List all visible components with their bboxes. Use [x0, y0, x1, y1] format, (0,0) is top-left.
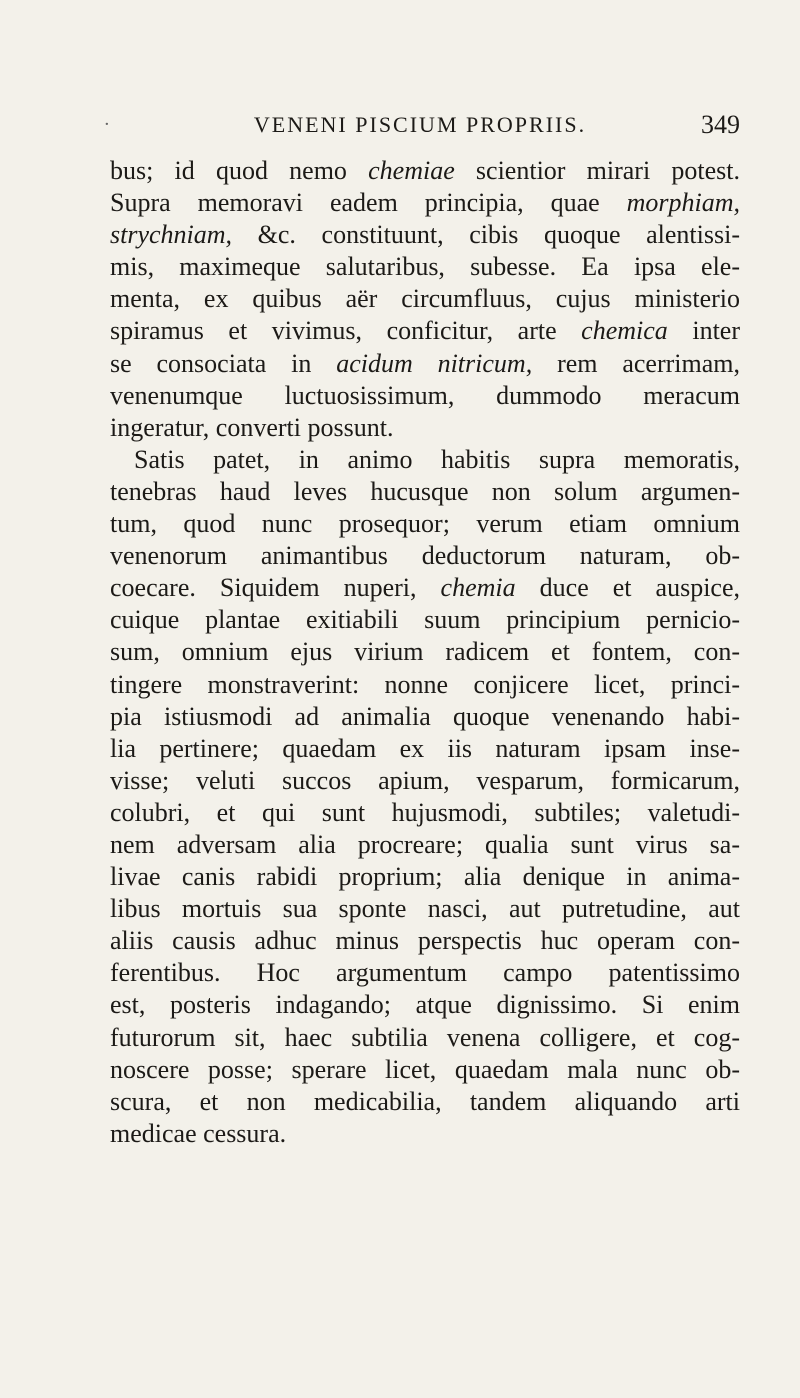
text-segment: ferentibus. Hoc argumentum campo patentissimo — [110, 958, 740, 988]
text-segment: se consociata in — [110, 348, 337, 378]
text-segment: ingeratur, converti possunt. — [110, 412, 394, 442]
text-line — [110, 669, 740, 701]
text-segment: scura, et non medicabilia, tandem aliquando arti — [110, 1086, 740, 1116]
text-line — [110, 508, 740, 540]
text-segment: menta, ex quibus aër circumfluus, cujus ministerio — [110, 284, 740, 314]
text-line — [110, 380, 740, 412]
text-segment: Supra memoravi eadem principia, quae — [110, 188, 627, 218]
text-segment: bus; id quod nemo — [110, 156, 369, 185]
italic-term: chemica — [581, 316, 668, 346]
text-segment: venenumque luctuosissimum, dummodo meracum — [110, 380, 740, 410]
text-line — [110, 636, 740, 668]
page-number: 349 — [701, 110, 740, 139]
text-segment: venenorum animantibus deductorum naturam, ob- — [110, 541, 740, 571]
text-segment: coecare. Siquidem nuperi, — [110, 573, 441, 603]
body-text — [110, 155, 740, 1150]
text-line — [110, 1118, 740, 1150]
text-segment: sum, omnium ejus virium radicem et fontem, con- — [110, 637, 740, 667]
text-line — [110, 957, 740, 989]
text-segment: pia istiusmodi ad animalia quoque venenando habi- — [110, 701, 740, 731]
italic-term: strychniam, — [110, 220, 233, 250]
text-segment: tingere monstraverint: nonne conjicere licet, princi- — [110, 669, 740, 699]
text-segment: livae canis rabidi proprium; alia denique in anima- — [110, 862, 740, 892]
text-line — [110, 348, 740, 380]
text-line — [110, 797, 740, 829]
text-line — [110, 989, 740, 1021]
text-segment: nem adversam alia procreare; qualia sunt virus sa- — [110, 829, 740, 859]
text-line — [110, 315, 740, 347]
bullet-mark: · — [104, 114, 110, 135]
italic-term: morphiam, — [626, 188, 740, 218]
text-line — [110, 187, 740, 219]
text-line — [110, 251, 740, 283]
text-line — [110, 604, 740, 636]
text-segment: scientior mirari potest. — [454, 156, 740, 185]
text-line — [110, 219, 740, 251]
text-line — [110, 829, 740, 861]
text-segment: libus mortuis sua sponte nasci, aut putretudine, aut — [110, 894, 740, 924]
text-segment: colubri, et qui sunt hujusmodi, subtiles; valetudi- — [110, 797, 740, 827]
text-line — [110, 572, 740, 604]
text-segment: noscere posse; sperare licet, quaedam mala nunc ob- — [110, 1054, 740, 1084]
text-segment: aliis causis adhuc minus perspectis huc operam con- — [110, 926, 740, 956]
text-line — [110, 283, 740, 315]
text-segment: visse; veluti succos apium, vesparum, formicarum, — [110, 765, 740, 795]
text-line — [110, 444, 740, 476]
text-line — [110, 540, 740, 572]
text-line — [110, 861, 740, 893]
text-segment: medicae cessura. — [110, 1118, 287, 1148]
text-line — [110, 155, 740, 187]
text-segment: tenebras haud leves hucusque non solum argumen- — [110, 476, 740, 506]
text-line — [110, 893, 740, 925]
text-line — [110, 412, 740, 444]
text-segment: futurorum sit, haec subtilia venena colligere, et cog- — [110, 1022, 740, 1052]
text-segment: lia pertinere; quaedam ex iis naturam ipsam inse- — [110, 733, 740, 763]
text-line — [110, 1054, 740, 1086]
text-segment: mis, maximeque salutaribus, subesse. Ea ipsa ele- — [110, 252, 740, 282]
text-segment: spiramus et vivimus, conficitur, arte — [110, 316, 582, 346]
text-line — [110, 733, 740, 765]
text-line — [110, 476, 740, 508]
text-segment: inter — [667, 316, 740, 346]
text-line — [110, 1022, 740, 1054]
text-segment: &c. constituunt, cibis quoque alentissi- — [232, 220, 740, 250]
text-line — [110, 701, 740, 733]
running-header — [100, 108, 740, 142]
italic-term: chemiae — [368, 156, 455, 185]
text-line — [110, 925, 740, 957]
italic-term: acidum nitricum, — [336, 348, 533, 378]
text-line — [110, 1086, 740, 1118]
text-segment: Satis patet, in animo habitis supra memoratis, — [134, 444, 740, 474]
text-segment: cuique plantae exitiabili suum principium pernicio- — [110, 605, 740, 635]
running-title: VENENI PISCIUM PROPRIIS. — [253, 112, 587, 137]
text-line — [110, 765, 740, 797]
text-segment: rem acerrimam, — [532, 348, 740, 378]
italic-term: chemia — [440, 573, 516, 603]
text-segment: tum, quod nunc prosequor; verum etiam omnium — [110, 509, 740, 539]
text-segment: duce et auspice, — [515, 573, 741, 603]
text-segment: est, posteris indagando; atque dignissimo. Si enim — [110, 990, 740, 1020]
